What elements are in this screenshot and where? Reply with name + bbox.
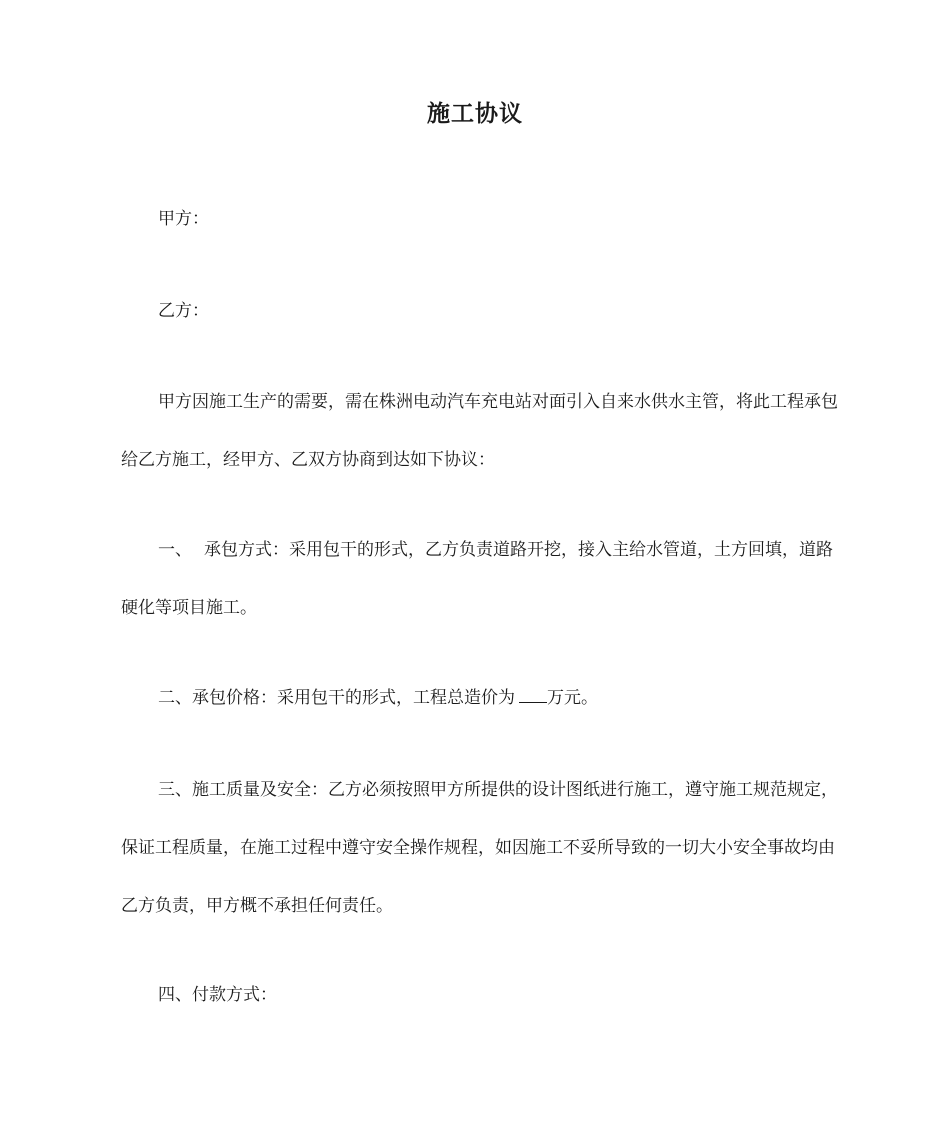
clause-price-prefix: 二、承包价格：采用包干的形式，工程总造价为 <box>158 688 515 708</box>
clause-price-suffix: 万元。 <box>547 688 598 708</box>
clause-payment-method: 四、付款方式： <box>158 985 277 1005</box>
price-blank-line <box>519 687 547 703</box>
document-title: 施工协议 <box>427 101 523 127</box>
clause-contract-method <box>121 521 841 637</box>
clause-number: 一、 <box>158 540 192 560</box>
clause-text: 承包方式：采用包干的形式，乙方负责道路开挖，接入主给水管道，土方回填，道路硬化等项目施工。 <box>121 540 833 618</box>
party-b-label: 乙方： <box>158 301 209 321</box>
clause-contract-price <box>121 669 841 727</box>
intro-paragraph: 甲方因施工生产的需要，需在株洲电动汽车充电站对面引入自来水供水主管，将此工程承包给乙方施工，经甲方、乙双方协商到达如下协议： <box>121 392 838 470</box>
clause-quality-safety: 三、施工质量及安全：乙方必须按照甲方所提供的设计图纸进行施工，遵守施工规范规定，保证工程质量，在施工过程中遵守安全操作规程，如因施工不妥所导致的一切大小安全事故均由乙方负责，甲方概不承担任何责任。 <box>121 780 838 916</box>
party-a-label: 甲方： <box>158 209 209 229</box>
